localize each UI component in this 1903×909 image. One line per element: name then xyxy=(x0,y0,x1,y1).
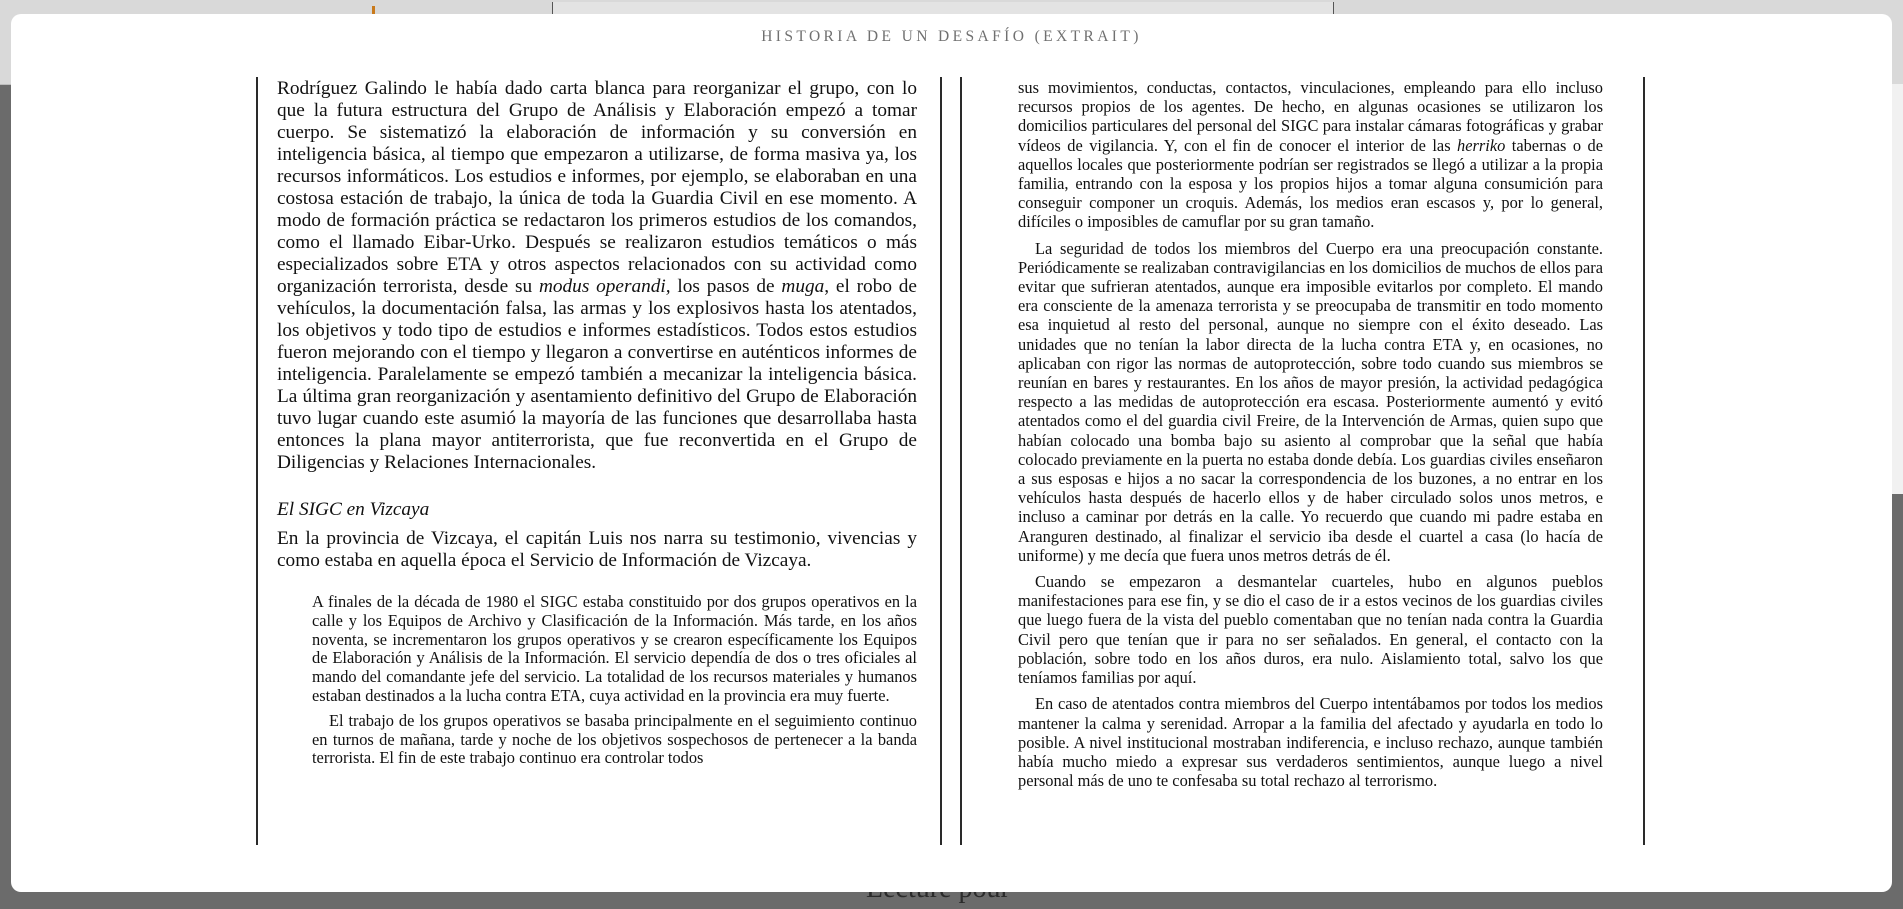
text-run: , el robo de vehículos, la documentación falsa, las armas y los explosivos hasta los atentados, los objetivos y todo tipo de estudios e informes estadísticos. Todos estos estudios fueron mejorando con el tiempo y llegaron a convertirse en auténticos informes de inteligencia. Paralelamente se empezó también a mecanizar la inteligencia básica. La última gran reorganización y asentamiento definitivo del Grupo de Elaboración tuvo lugar cuando este asumió la mayoría de las funciones que desarrollaba hasta entonces la plana mayor antiterrorista, que fue reconvertida en el Grupo de Diligencias y Relaciones Internacionales. xyxy=(277,276,917,473)
modal-title: HISTORIA DE UN DESAFÍO (EXTRAIT) xyxy=(761,28,1142,45)
center-divider-rule xyxy=(940,77,942,845)
quote-paragraph: El trabajo de los grupos operativos se basaba principalmente en el seguimiento continuo en turnos de mañana, tarde y noche de los objetivos sospechosos de pertenecer a la banda terrorista. El fin de este trabajo continuo era controlar todos xyxy=(312,710,917,768)
italic-text: muga xyxy=(781,276,825,297)
quote-paragraph: Cuando se empezaron a desmantelar cuarteles, hubo en algunos pueblos manifestaciones para ese fin, y se dio el caso de ir a estos vecinos de los guardias civiles que luego fuera de la vista del pueblo comentaban que no tenían nada contra la Guardia Civil pero que tenían que ir para no ser señalados. En general, el contacto con la población, sobre todo en los años duros, era nulo. Aislamiento total, salvo los que teníamos familias por aquí. xyxy=(1018,572,1603,688)
quote-paragraph: La seguridad de todos los miembros del Cuerpo era una preocupación constante. Periódicamente se realizaban contravigilancias en los domicilios de muchos de ellos para evitar que sufrieran atentados, aunque era imposible evitarlos por completo. El mando era consciente de la amenaza terrorista y se preocupaba de transmitir en todo momento esa inquietud al resto del personal, aunque no siempre con el éxito deseado. Las unidades que no tenían la labor directa de la lucha contra ETA y, en ocasiones, no aplicaban con rigor las normas de autoprotección, sobre todo cuando sus miembros se reunían en bares y restaurantes. En los años de mayor presión, la actividad pedagógica respecto a las medidas de autoprotección era escasa. Posteriormente aumentó y evitó atentados como el del guardia civil Freire, de la Intervención de Armas, quien supo que habían colocado una bomba bajo su asiento al comprobar que la señal que había colocado previamente en la puerta no estaba donde debía. Los guardias civiles enseñaron a sus esposas e hijos a no sacar la correspondencia de los buzones, a no entrar en los vehículos hasta después de hacerlo ellos y de haber circulado solos unos metros, e incluso a caminar por detrás en la calle. Yo recuerdo que cuando mi padre estaba en Aranguren destinado, al finalizar el servicio iba desde el cuartel a casa (lo hacía de uniforme) y me decía que fuera unos metros detrás de él. xyxy=(1018,238,1603,565)
background-page-edge xyxy=(1892,84,1903,494)
left-column-rule xyxy=(256,77,258,845)
right-column-rule xyxy=(1643,77,1645,845)
text-run: los pasos de xyxy=(670,276,782,297)
testimony-blockquote xyxy=(312,593,917,768)
text-run: tabernas o de aquellos locales que posteriormente podrían ser registrados se llegó a utilizar a la propia familia, entrando con la esposa y los propios hijos a tomar alguna consumición para conseguir componer un croquis. Además, los medios eran escasos y, por lo general, difíciles o imposibles de camuflar por su gran tamaño. xyxy=(1018,135,1603,232)
text-run: sus movimientos, conductas, contactos, vinculaciones, empleando para ello incluso recursos propios de los agentes. De hecho, en algunas ocasiones se utilizaron los domicilios particulares del personal del SIGC para instalar cámaras fotográficas y grabar vídeos de vigilancia. Y, con el fin de conocer el interior de las xyxy=(1018,78,1603,155)
center-divider-rule-2 xyxy=(960,77,962,845)
right-text-column xyxy=(1018,78,1603,790)
body-paragraph xyxy=(277,78,917,474)
excerpt-modal xyxy=(11,14,1892,892)
text-run: Rodríguez Galindo le había dado carta blanca para reorganizar el grupo, con lo que la futura estructura del Grupo de Análisis y Elaboración empezó a tomar cuerpo. Se sistematizó la elaboración de información y su conversión en inteligencia básica, al tiempo que empezaron a utilizarse, de forma masiva ya, los recursos informáticos. Los estudios e informes, por ejemplo, se elaboraban en una costosa estación de trabajo, la única de toda la Guardia Civil en ese momento. A modo de formación práctica se redactaron los primeros estudios de los comandos, como el llamado Eibar-Urko. Después se realizaron estudios temáticos o más especializados sobre ETA y otros aspectos relacionados con su actividad como organización terrorista, desde su xyxy=(277,78,917,297)
left-text-column xyxy=(277,78,917,768)
italic-text: herriko xyxy=(1457,135,1506,155)
body-paragraph: En la provincia de Vizcaya, el capitán Luis nos narra su testimonio, vivencias y como estaba en aquella época el Servicio de Información de Vizcaya. xyxy=(277,528,917,571)
quote-paragraph xyxy=(1018,78,1603,232)
quote-paragraph: En caso de atentados contra miembros del Cuerpo intentábamos por todos los medios mantener la calma y serenidad. Arropar a la familia del afectado y ayudarla en todo lo posible. A nivel institucional mostraban indiferencia, e incluso rechazo, aunque también había mucho miedo a expresar sus verdaderos sentimientos, aunque luego a nivel personal más de uno te confesaba su total rechazo al terrorismo. xyxy=(1018,694,1603,791)
section-subheading: El SIGC en Vizcaya xyxy=(277,499,430,520)
italic-text: modus operandi, xyxy=(538,276,671,297)
quote-paragraph: A finales de la década de 1980 el SIGC estaba constituido por dos grupos operativos en la calle y los Equipos de Archivo y Clasificación de la Información. Más tarde, en los años noventa, se incrementaron los grupos operativos y se crearon específicamente los Equipos de Elaboración y Análisis de la Información. El servicio dependía de dos o tres oficiales al mando del comandante jefe del servicio. La totalidad de los recursos materiales y humanos estaban destinados a la lucha contra ETA, cuya actividad en la provincia era muy fuerte. xyxy=(312,592,917,705)
